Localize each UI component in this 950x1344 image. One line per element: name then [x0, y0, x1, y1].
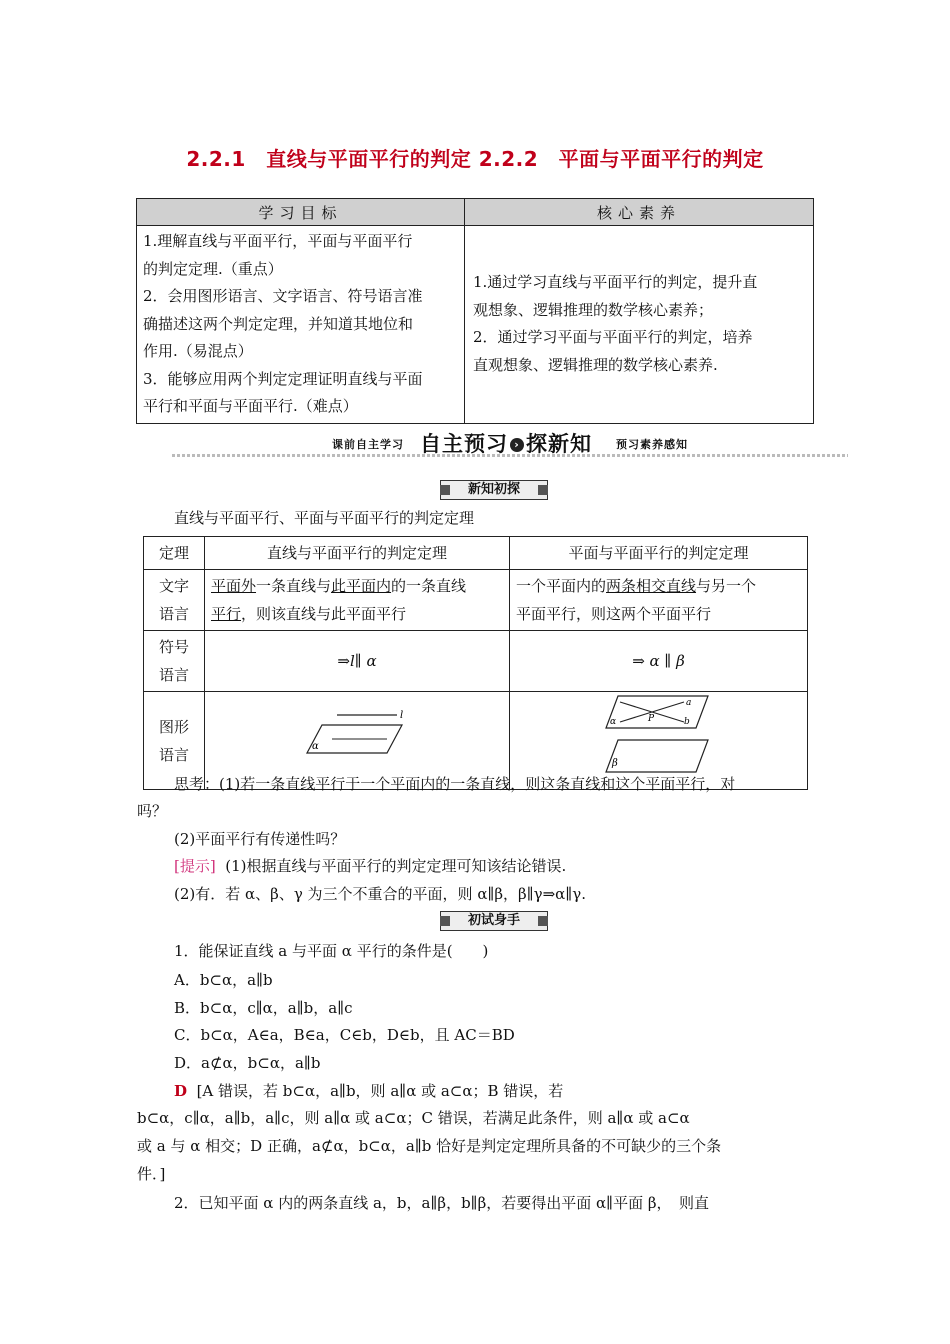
th-plane-plane: 平面与平面平行的判定定理 [510, 537, 808, 570]
q1-option-c: C．b⊂α，A∈a，B∈a，C∈b，D∈b，且 AC＝BD [174, 1026, 515, 1044]
label-part: 语言 [158, 666, 189, 684]
label-part: 语言 [158, 745, 189, 764]
plane-alpha [606, 696, 708, 728]
think-line-1: 思考：(1)若一条直线平行于一个平面内的一条直线，则这条直线和这个平面平行，对 [174, 775, 736, 793]
q1-answer: D [174, 1082, 188, 1100]
text-part: ，则该直线与此平面平行 [241, 605, 407, 623]
row-label-symbol [144, 631, 205, 692]
page-title: 2.2.1 直线与平面平行的判定 2.2.2 平面与平面平行的判定 [186, 147, 764, 171]
q1-explanation-4: 件．] [137, 1165, 166, 1183]
goal-line: 平行和平面与平面平行.（难点） [143, 397, 358, 415]
th-line-plane: 直线与平面平行的判定定理 [205, 537, 510, 570]
goal-line: 2．会用图形语言、文字语言、符号语言准 [143, 287, 423, 305]
theorem-intro: 直线与平面平行、平面与平面平行的判定定理 [174, 509, 475, 527]
text-part: 的一条直线 [391, 577, 467, 595]
label-alpha: α [312, 741, 319, 752]
q1-option-a: A．b⊂α，a∥b [174, 971, 273, 989]
label-beta: β [611, 758, 618, 769]
text-part: 一条直线与 [256, 577, 332, 595]
label-P: P [647, 714, 654, 724]
banner-main [420, 428, 592, 458]
think-line-2: 吗？ [137, 802, 168, 820]
q1-explanation-2: b⊂α，c∥α，a∥b，a∥c，则 a∥α 或 a⊂α；C 错误，若满足此条件，则 a∥α 或 a⊂α [137, 1109, 690, 1127]
q1-explanation-3: 或 a 与 α 相交；D 正确，a⊄α，b⊂α，a∥b 恰好是判定定理所具备的不可缺少的三个条 [137, 1137, 722, 1155]
label-part: 语言 [158, 605, 189, 623]
literacy-line: 2．通过学习平面与平面平行的判定，培养 [473, 328, 753, 347]
hint-text: (1)根据直线与平面平行的判定定理可知该结论错误. [225, 857, 567, 875]
goals-cell [137, 226, 465, 424]
think-line-5: (2)有．若 α、β、γ 为三个不重合的平面，则 α∥β，β∥γ⇒α∥γ. [174, 885, 586, 903]
th-theorem: 定理 [144, 537, 205, 570]
underlined-term: 平行 [211, 605, 242, 623]
goals-table [136, 198, 814, 424]
row-label-text [144, 570, 205, 631]
q1-explanation-1 [174, 1078, 563, 1105]
literacy-line: 直观想象、逻辑推理的数学核心素养. [473, 355, 718, 374]
think-line-3: (2)平面平行有传递性吗？ [174, 830, 346, 848]
symbol-plane-plane: ⇒ α ∥ β [510, 631, 808, 692]
section-tag-new [440, 480, 548, 500]
literacy-line: 1.通过学习直线与平面平行的判定，提升直 [473, 273, 758, 292]
text-part: 平面平行，则这两个平面平行 [516, 605, 712, 623]
literacy-header: 核心素养 [465, 199, 814, 226]
goal-line: 1.理解直线与平面平行，平面与平面平行 [143, 232, 413, 250]
goal-line: 3．能够应用两个判定定理证明直线与平面 [143, 369, 423, 388]
label-part: 图形 [158, 717, 189, 736]
goal-line: 的判定定理.（重点） [143, 259, 283, 278]
underlined-term: 平面外 [211, 577, 257, 595]
banner-main-b: 探新知 [526, 432, 592, 456]
tag-label: 初试身手 [464, 913, 524, 928]
line-plane-figure [302, 707, 412, 765]
label-b: b [683, 717, 690, 727]
text-part: 一个平面内的 [516, 577, 607, 595]
chevron-right-icon: › [510, 438, 524, 452]
banner-main-a: 自主预习 [420, 432, 508, 456]
underlined-term: 此平面内 [331, 577, 392, 595]
hint-line [174, 853, 566, 880]
exp-text: [A 错误，若 b⊂α，a∥b，则 a∥α 或 a⊂α；B 错误，若 [196, 1082, 564, 1100]
symbol-line-plane: ⇒l∥ α [205, 631, 510, 692]
label-part: 符号 [158, 638, 189, 656]
banner-left: 课前自主学习 [332, 438, 404, 451]
text-part: 与另一个 [696, 577, 757, 595]
text-plane-plane [510, 570, 808, 631]
label-alpha: α [609, 717, 616, 727]
tag-label: 新知初探 [464, 482, 524, 497]
goals-header: 学习目标 [137, 199, 465, 226]
q1-option-b: B．b⊂α，c∥α，a∥b，a∥c [174, 999, 353, 1017]
plane-plane-figure [604, 694, 714, 778]
underlined-term: 两条相交直线 [606, 577, 697, 595]
hint-label: [提示] [174, 857, 216, 875]
section-tag-try [440, 911, 548, 931]
q1-option-d: D．a⊄α，b⊂α，a∥b [174, 1054, 321, 1072]
literacy-line: 观想象、逻辑推理的数学核心素养； [473, 300, 714, 319]
literacy-cell [465, 226, 814, 424]
section-banner [172, 428, 848, 464]
q2-stem: 2．已知平面 α 内的两条直线 a，b，a∥β，b∥β，若要得出平面 α∥平面 β， 则直 [174, 1194, 710, 1212]
goal-line: 确描述这两个判定定理，并知道其地位和 [143, 314, 414, 333]
goal-line: 作用.（易混点） [143, 342, 253, 360]
label-a: a [685, 698, 691, 708]
theorem-table [143, 536, 808, 790]
text-line-plane [205, 570, 510, 631]
plane-beta [606, 740, 708, 772]
banner-right: 预习素养感知 [616, 438, 688, 451]
label-part: 文字 [158, 577, 189, 595]
label-l: l [400, 710, 404, 721]
q1-stem: 1．能保证直线 a 与平面 α 平行的条件是( ) [174, 942, 489, 960]
